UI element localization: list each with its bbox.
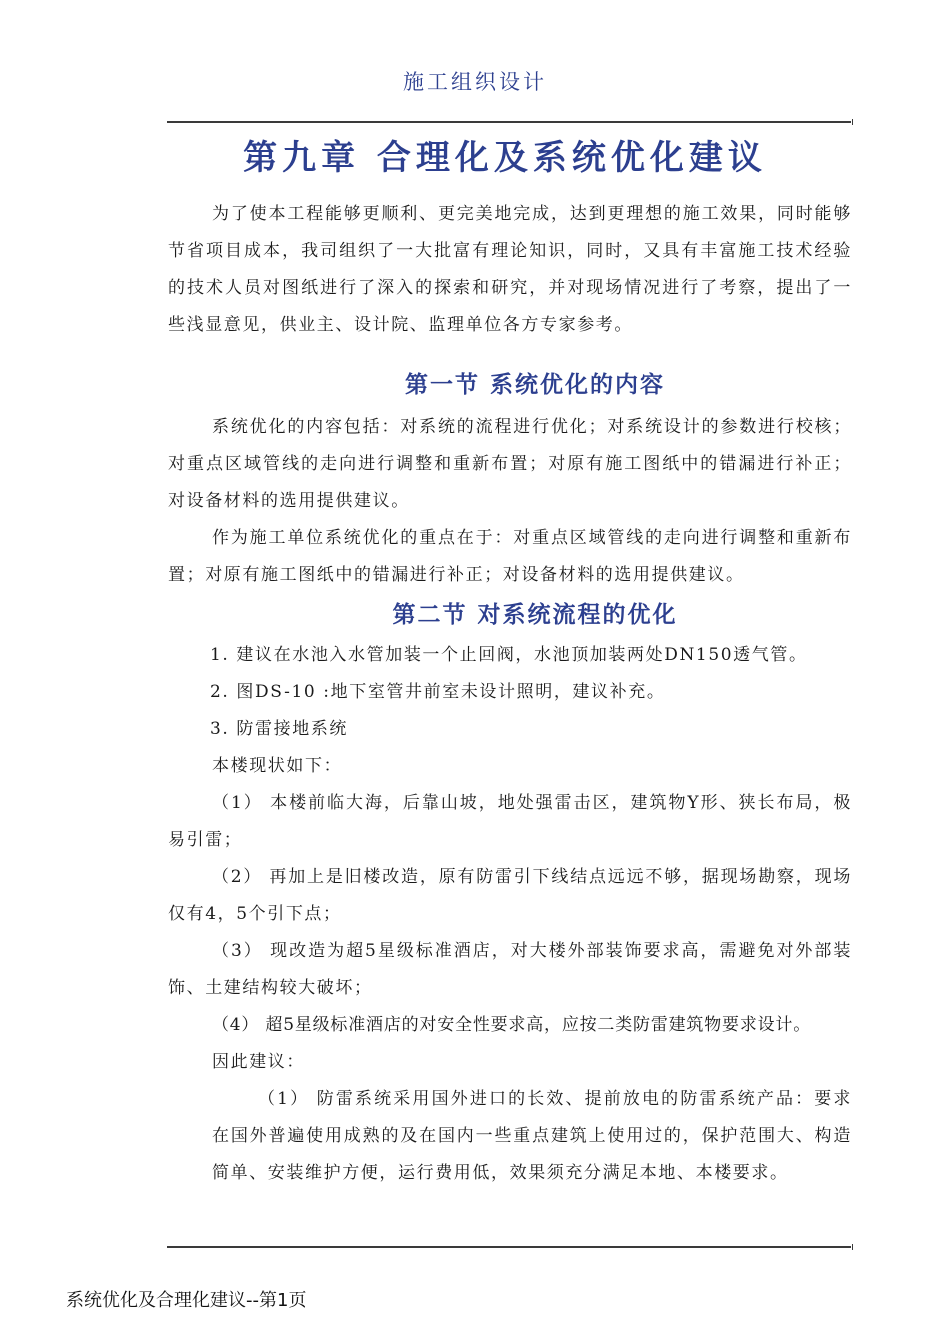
footer-rule (167, 1246, 851, 1248)
status-item: （3） 现改造为超5星级标准酒店，对大楼外部装饰要求高，需避免对外部装饰、土建结构较大破坏； (168, 941, 852, 998)
document-body (168, 196, 852, 1192)
header-rule (167, 121, 851, 123)
list-item: 3. 防雷接地系统 (210, 719, 349, 739)
page-footer: 系统优化及合理化建议--第1页 (66, 1290, 307, 1311)
intro-paragraph: 为了使本工程能够更顺利、更完美地完成，达到更理想的施工效果，同时能够节省项目成本，我司组织了一大批富有理论知识，同时，又具有丰富施工技术经验的技术人员对图纸进行了深入的探索和研究，并对现场情况进行了考察，提出了一些浅显意见，供业主、设计院、监理单位各方专家参考。 (168, 204, 852, 335)
section-1-title: 第一节 系统优化的内容 (404, 372, 665, 398)
page-header-title: 施工组织设计 (403, 70, 547, 94)
list-item: 2. 图DS-10 :地下室管井前室未设计照明，建议补充。 (210, 682, 666, 702)
list-item: 1. 建议在水池入水管加装一个止回阀，水池顶加装两处DN150透气管。 (210, 645, 808, 665)
section-2-title: 第二节 对系统流程的优化 (392, 602, 678, 628)
section-1-paragraph: 作为施工单位系统优化的重点在于：对重点区域管线的走向进行调整和重新布置；对原有施工图纸中的错漏进行补正；对设备材料的选用提供建议。 (168, 528, 852, 585)
status-item: （2） 再加上是旧楼改造，原有防雷引下线结点远远不够，据现场勘察，现场仅有4，5个引下点； (168, 867, 852, 924)
chapter-title: 第九章 合理化及系统优化建议 (243, 138, 767, 178)
status-intro: 本楼现状如下： (212, 756, 343, 776)
recommend-item: （1） 防雷系统采用国外进口的长效、提前放电的防雷系统产品：要求在国外普遍使用成熟的及在国内一些重点建筑上使用过的，保护范围大、构造简单、安装维护方便，运行费用低，效果须充分满足本地、本楼要求。 (212, 1089, 852, 1183)
status-item: （1） 本楼前临大海，后靠山坡，地处强雷击区，建筑物Y形、狭长布局，极易引雷； (168, 793, 852, 850)
status-item: （4） 超5星级标准酒店的对安全性要求高，应按二类防雷建筑物要求设计。 (212, 1015, 812, 1035)
recommend-intro: 因此建议： (212, 1052, 305, 1072)
section-1-paragraph: 系统优化的内容包括：对系统的流程进行优化；对系统设计的参数进行校核；对重点区域管线的走向进行调整和重新布置；对原有施工图纸中的错漏进行补正；对设备材料的选用提供建议。 (168, 417, 852, 511)
